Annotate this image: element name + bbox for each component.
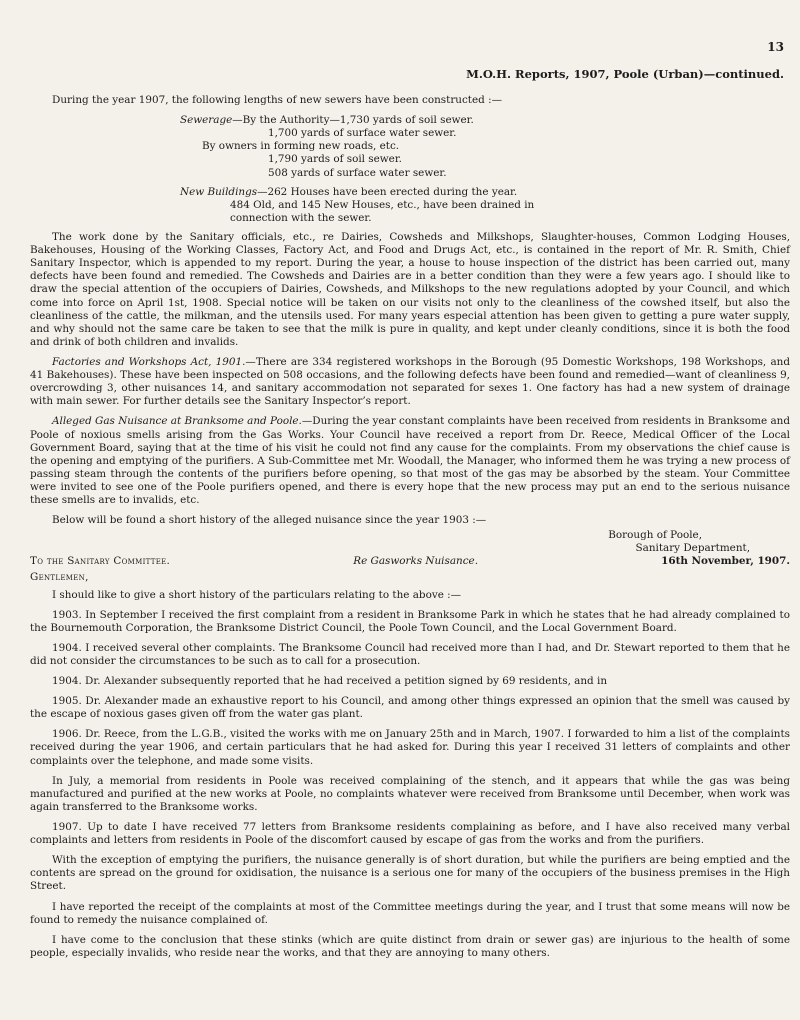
letter-subject: Re Gasworks Nuisance. [353,555,478,568]
letter-1903: 1903. In September I received the first complaint from a resident in Branksome Park in which he states that he had already complained to the Bournemouth Corporation, the Branksome District Council, the Poole Town Council, and the Local Government Board. [30,608,790,634]
letter-salutation: Gentlemen, [30,571,89,584]
sewerage-owners: By owners in forming new roads, etc. [202,140,400,153]
new-buildings-label: New Buildings [180,185,258,198]
letter-opening: I should like to give a short history of the particulars relating to the above :— [52,588,462,601]
intro-paragraph: During the year 1907, the following lengths of new sewers have been constructed :— [52,94,502,106]
new-buildings-connection: connection with the sewer. [230,211,372,224]
gas-nuisance-label: Alleged Gas Nuisance at Branksome and Poole. [52,415,302,428]
sewerage-label: Sewerage [180,114,233,127]
letter-date: 16th November, 1907. [661,555,790,568]
new-buildings-line [180,186,790,199]
sewerage-authority-surface: 1,700 yards of surface water sewer. [268,127,457,140]
letter-recipient: To the Sanitary Committee. [30,555,171,568]
sewerage-owners-soil: 1,790 yards of soil sewer. [268,153,402,166]
new-buildings-section [30,186,790,225]
letter-1905: 1905. Dr. Alexander made an exhaustive report to his Council, and among other things expressed an opinion that the smell was caused by the escape of noxious gases given off from the water gas plant. [30,695,790,721]
letter-exception: With the exception of emptying the purifiers, the nuisance generally is of short duration, but while the purifiers are being emptied and the contents are spread on the ground for oxidisation, the nuisance is a serious one for many of the occupiers of the business premises in the High Street. [30,854,790,893]
new-buildings-drained: 484 Old, and 145 New Houses, etc., have been drained in [230,198,535,211]
sewerage-section [30,114,790,180]
sewerage-owners-surface: 508 yards of surface water sewer. [268,166,447,179]
letter-block [30,529,790,960]
letter-address-line [30,555,790,568]
letter-borough: Borough of Poole, [608,529,702,542]
letter-1907: 1907. Up to date I have received 77 letters from Branksome residents complaining as before, and I have also received many verbal complaints and letters from residents in Poole of the discomfort caused by escape of gas from the works and from the purifiers. [30,821,790,847]
letter-july: In July, a memorial from residents in Poole was received complaining of the stench, and it appears that while the gas was being manufactured and purified at the new works at Poole, no complaints whatever were received from Branksome until December, when work was again transferred to the Branksome works. [30,774,790,813]
sewerage-line [180,114,790,127]
gas-nuisance-paragraph [30,415,790,507]
letter-department: Sanitary Department, [635,542,750,555]
letter-reported: I have reported the receipt of the complaints at most of the Committee meetings during the year, and I trust that some means will now be found to remedy the nuisance complained of. [30,900,790,926]
sanitary-paragraph: The work done by the Sanitary officials, etc., re Dairies, Cowsheds and Milkshops, Slaughter-houses, Common Lodging Houses, Bakehouses, Housing of the Working Classes, Factory Act, and Food and Drugs Act, etc., is contained in the report of Mr. R. Smith, Chief Sanitary Inspector, which is appended to my report. During the year, a house to house inspection of the district has been carried out, many defects have been found and remedied. The Cowsheds and Dairies are in a better condition than they were a few years ago. I should like to draw the special attention of the occupiers of Dairies, Cowsheds, and Milkshops to the new regulations adopted by your Council, and which come into force on April 1st, 1908. Special notice will be taken on our visits not only to the cleanliness of the cowshed itself, but also the cleanliness of the cattle, the milkman, and the utensils used. For many years especial attention has been given to getting a pure water supply, and why should not the same care be taken to see that the milk is pure in quality, and kept under cleanly conditions, since it is both the food and drink of both children and invalids. [30,230,790,348]
letter-1904-b: 1904. Dr. Alexander subsequently reported that he had received a petition signed by 69 residents, and in [52,675,608,688]
page-number: 13 [767,40,784,54]
factories-text: —There are 334 registered workshops in the Borough (95 Domestic Workshops, 198 Workshops, and 41 Bakehouses). These have been inspected on 508 occasions, and the following defects have been found and remedied—want of cleanliness 9, overcrowding 3, other nuisances 14, and sanitary accommodation not separated for sexes 1. One factory has had a new system of drainage with main sewer. For further details see the Sanitary Inspector’s report. [30,355,790,408]
letter-1906: 1906. Dr. Reece, from the L.G.B., visited the works with me on January 25th and in March, 1907. I forwarded to him a list of the complaints received during the year 1906, and certain particulars that he had asked for. During this year I received 31 letters of complaints and other complaints over the telephone, and made some visits. [30,728,790,767]
letter-conclusion: I have come to the conclusion that these stinks (which are quite distinct from drain or sewer gas) are injurious to the health of some people, especially invalids, who reside near the works, and that they are annoying to many others. [30,933,790,959]
factories-paragraph [30,356,790,408]
history-intro: Below will be found a short history of the alleged nuisance since the year 1903 :— [52,514,487,527]
letter-1904-a: 1904. I received several other complaints. The Branksome Council had received more than I had, and Dr. Stewart reported to them that he did not consider the circumstances to be such as to call for a prosecution. [30,641,790,667]
gas-nuisance-text: —During the year constant complaints have been received from residents in Branksome and Poole of noxious smells arising from the Gas Works. Your Council have received a report from Dr. Reece, Medical Officer of the Local Government Board, saying that at the time of his visit he could not find any cause for the complaints. From my observations the chief cause is the opening and emptying of the purifiers. A Sub-Committee met Mr. Woodall, the Manager, who informed them he was trying a new process of passing steam through the contents of the purifiers before opening, so that most of the gas may be absorbed by the steam. Your Committee were invited to see one of the Poole purifiers opened, and there is every hope that the new process may put an end to the serious nuisance these smells are to invalids, etc. [30,415,790,507]
new-buildings-houses: —262 Houses have been erected during the year. [257,185,518,198]
factories-label: Factories and Workshops Act, 1901. [52,355,246,368]
sewerage-authority: —By the Authority—1,730 yards of soil sewer. [232,114,474,127]
running-header: M.O.H. Reports, 1907, Poole (Urban)—continued. [466,67,784,81]
document-body [30,94,790,967]
